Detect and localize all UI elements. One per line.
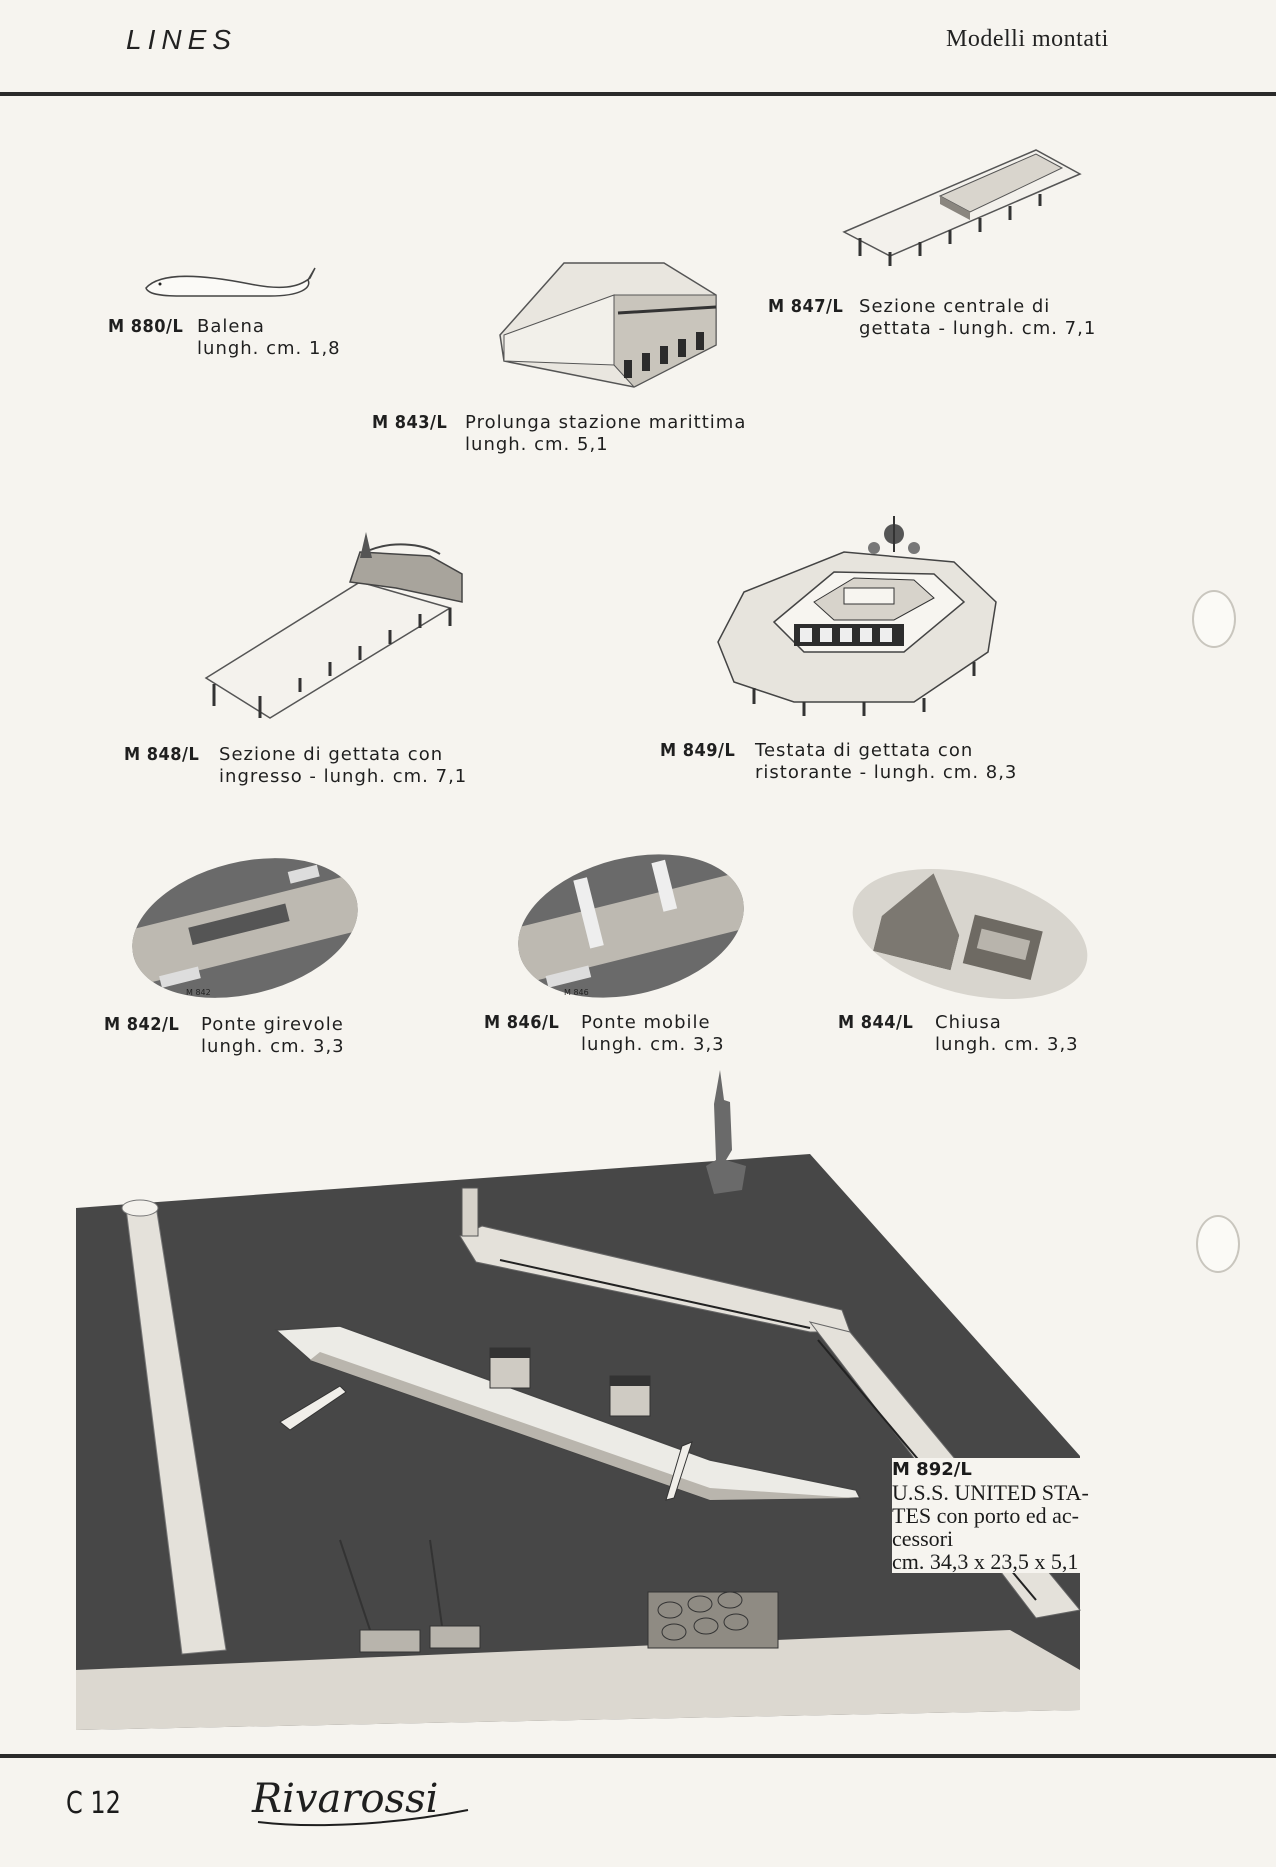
page-heading: Modelli montati [946, 26, 1109, 52]
model-length: gettata - lungh. cm. 7,1 [859, 318, 1097, 339]
caption-m848 [124, 744, 467, 788]
model-name: Chiusa [935, 1012, 1002, 1033]
model-description [219, 744, 467, 788]
model-name: Ponte mobile [581, 1012, 711, 1033]
pier-head-restaurant-model-image [714, 512, 1004, 722]
whale-model-image [140, 262, 320, 302]
photo-label: M 846 [564, 988, 589, 997]
model-code: M 842/L [104, 1014, 180, 1035]
model-description [935, 1012, 1079, 1056]
model-code: M 880/L [108, 316, 184, 337]
model-name: Sezione centrale di [859, 296, 1051, 317]
model-code: M 892/L [892, 1459, 972, 1480]
punch-hole [1196, 1215, 1240, 1273]
caption-m846 [484, 1012, 725, 1056]
photo-label: M 842 [186, 988, 211, 997]
model-length: lungh. cm. 5,1 [465, 434, 609, 455]
maritime-station-model-image [494, 255, 724, 395]
header-divider [0, 92, 1276, 96]
model-name: Prolunga stazione marittima [465, 412, 747, 433]
caption-m842 [104, 1014, 345, 1058]
caption-m892 [892, 1458, 1232, 1573]
model-code: M 849/L [660, 740, 736, 761]
model-code: M 848/L [124, 744, 200, 765]
model-description [859, 296, 1096, 340]
model-description-line: U.S.S. UNITED STA- [892, 1480, 1089, 1505]
brand-logo-text: Rivarossi [252, 1776, 439, 1822]
model-code: M 846/L [484, 1012, 560, 1033]
model-description [201, 1014, 345, 1058]
harbour-diorama-photo [70, 1070, 1120, 1740]
pier-entrance-model-image [200, 528, 470, 728]
model-description [465, 412, 746, 456]
central-pier-model-image [840, 140, 1090, 270]
model-length: lungh. cm. 3,3 [935, 1034, 1079, 1055]
model-description-line: cessori [892, 1526, 954, 1551]
model-description [755, 740, 1017, 784]
page-number: C 12 [66, 1786, 121, 1821]
caption-m843 [372, 412, 746, 456]
caption-m880 [108, 316, 341, 360]
caption-m847 [768, 296, 1096, 340]
model-code: M 843/L [372, 412, 448, 433]
punch-hole [1192, 590, 1236, 648]
caption-m849 [660, 740, 1017, 784]
model-length: ristorante - lungh. cm. 8,3 [755, 762, 1018, 783]
footer-divider [0, 1754, 1276, 1758]
lift-bridge-photo [503, 832, 759, 1020]
model-name: Ponte girevole [201, 1014, 344, 1035]
model-name: Testata di gettata con [755, 740, 974, 761]
section-title: LINES [126, 24, 237, 55]
model-description [197, 316, 341, 360]
model-name: Sezione di gettata con [219, 744, 444, 765]
model-code: M 844/L [838, 1012, 914, 1033]
rivarossi-logo [248, 1770, 488, 1834]
model-length: lungh. cm. 1,8 [197, 338, 341, 359]
lock-photo [839, 847, 1101, 1021]
swing-bridge-photo [117, 836, 372, 1020]
model-code: M 847/L [768, 296, 844, 317]
caption-m844 [838, 1012, 1079, 1056]
model-dimensions: cm. 34,3 x 23,5 x 5,1 [892, 1549, 1079, 1574]
model-name: Balena [197, 316, 265, 337]
model-description [581, 1012, 725, 1056]
model-length: lungh. cm. 3,3 [581, 1034, 725, 1055]
model-length: lungh. cm. 3,3 [201, 1036, 345, 1057]
model-length: ingresso - lungh. cm. 7,1 [219, 766, 468, 787]
model-description-line: TES con porto ed ac- [892, 1503, 1079, 1528]
